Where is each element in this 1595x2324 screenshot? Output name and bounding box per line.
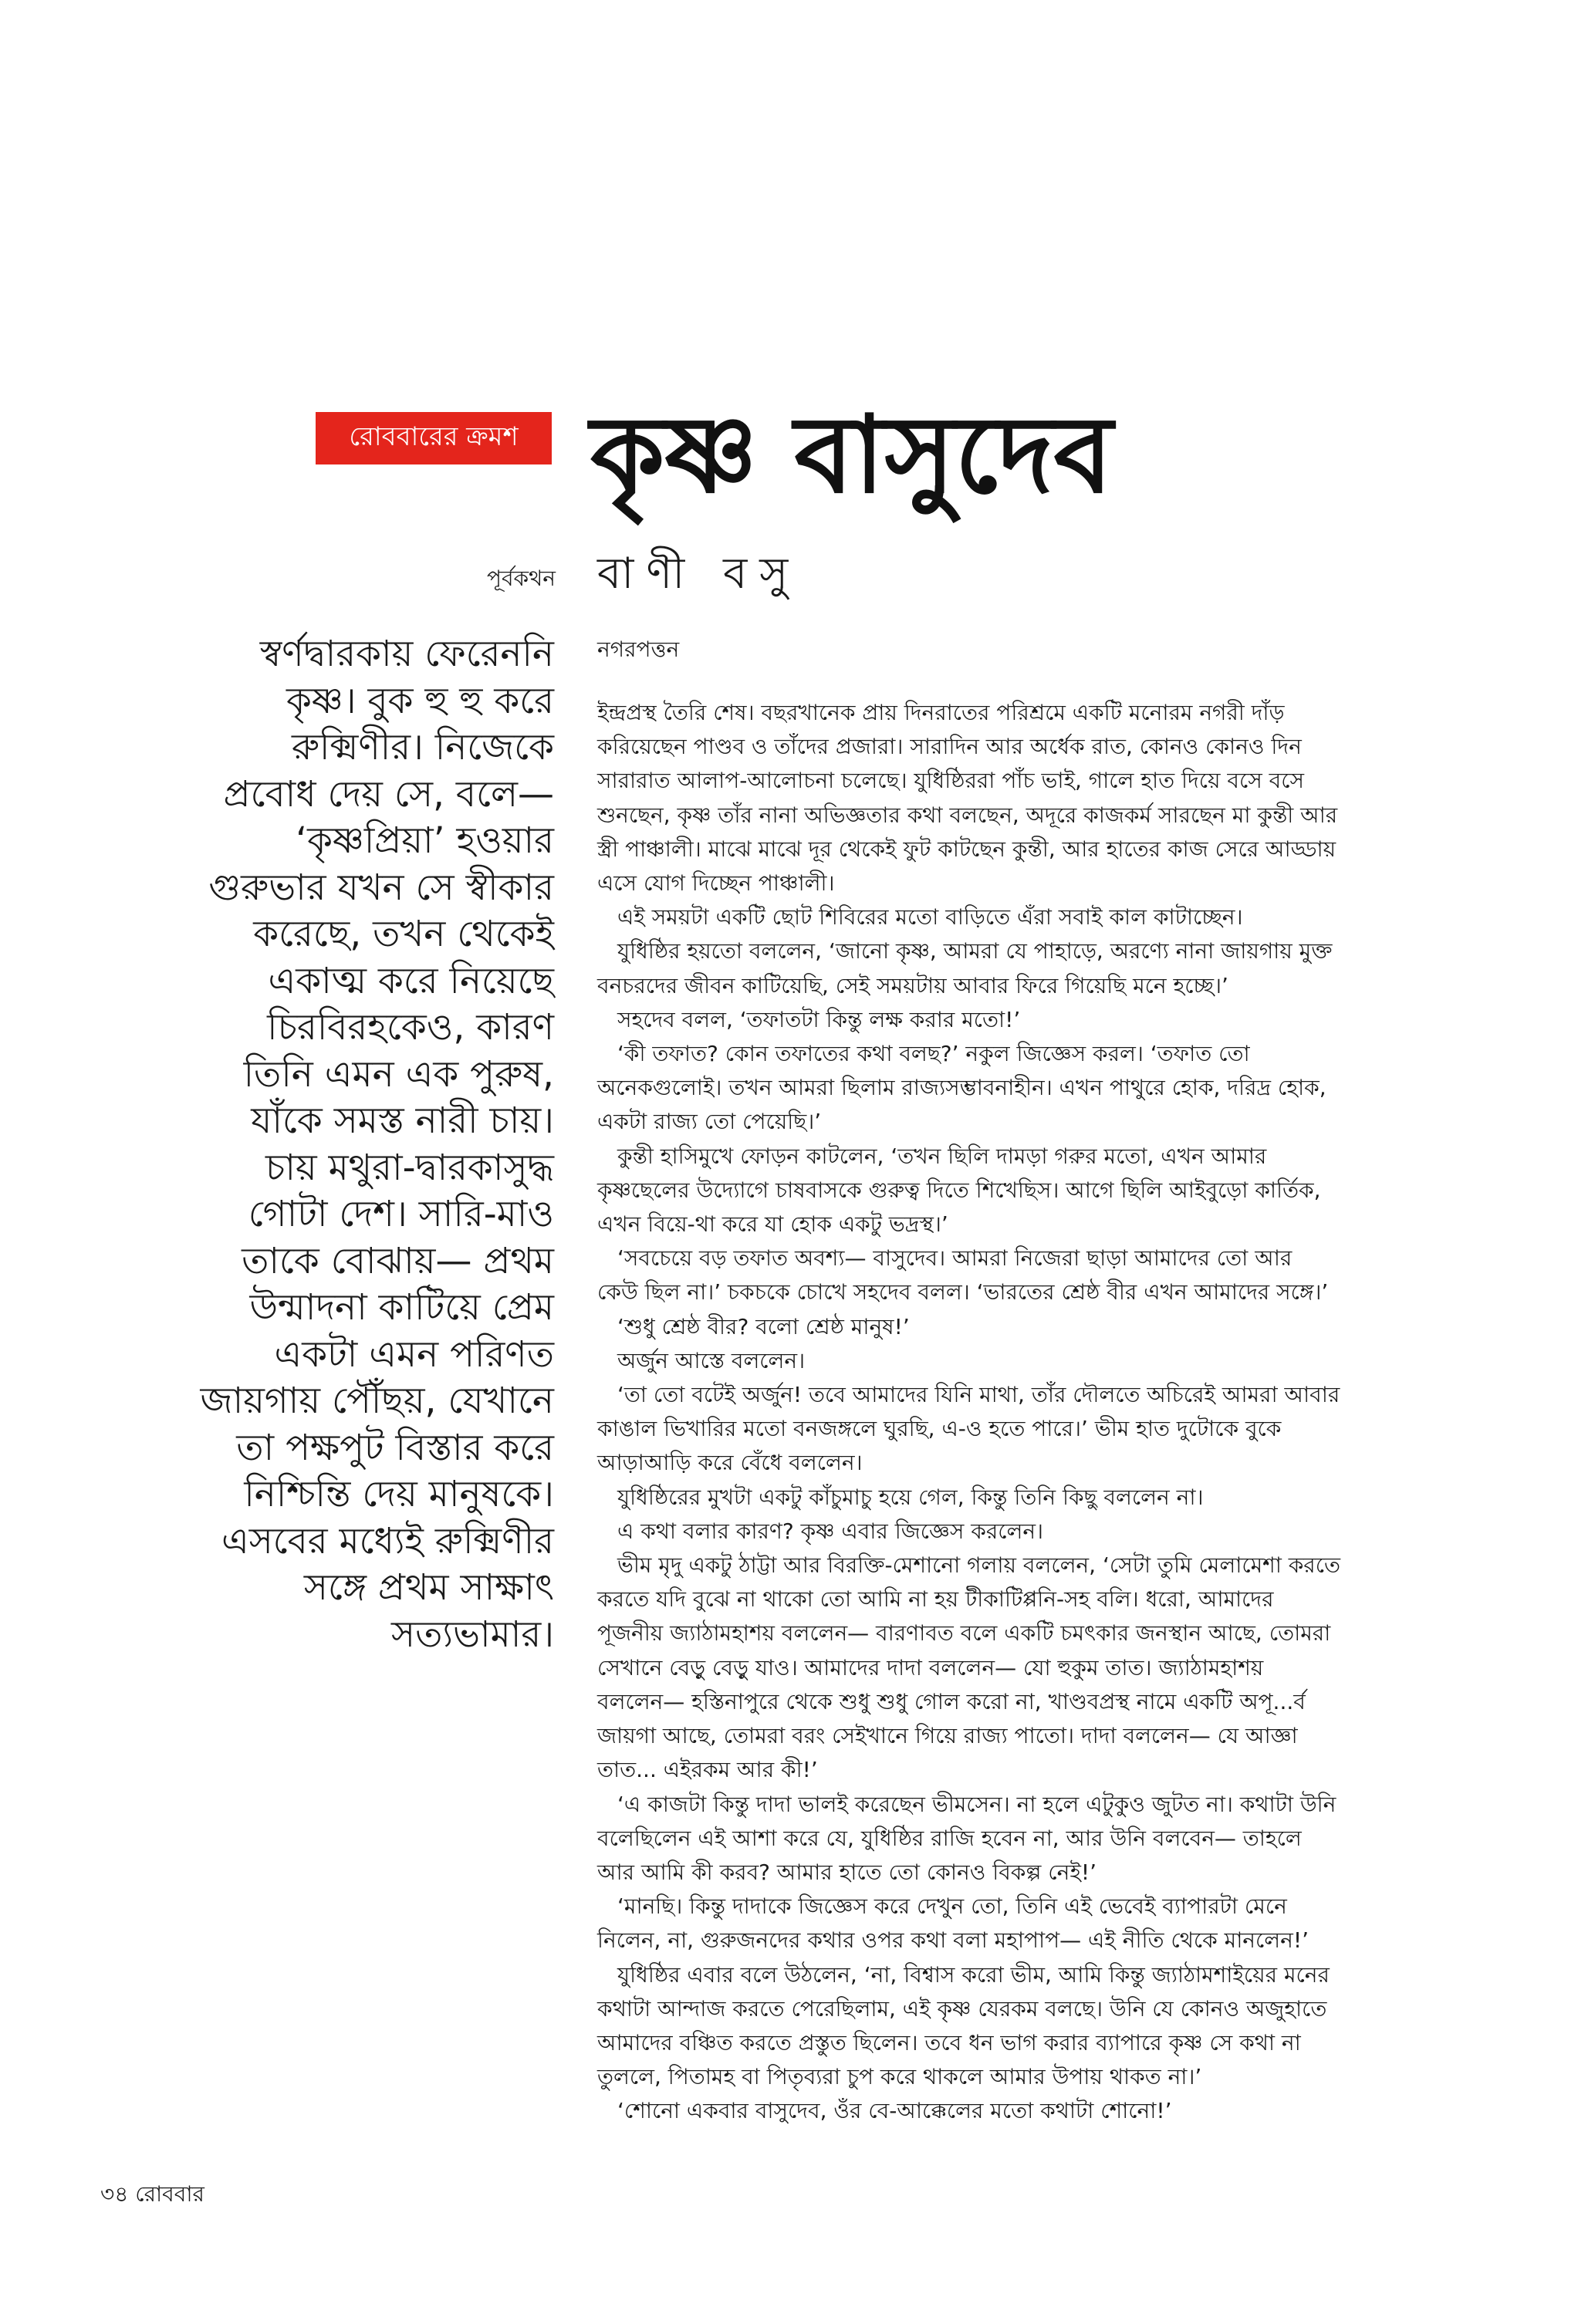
body-line: যুধিষ্ঠির হয়তো বললেন, ‘জানো কৃষ্ণ, আমরা যে পাহাড়ে, অরণ্যে নানা জায়গায় মুক্ত: [617, 938, 1333, 964]
body-line: কেউ ছিল না।’ চকচকে চোখে সহদেব বলল। ‘ভারতের শ্রেষ্ঠ বীর এখন আমাদের সঙ্গে।’: [597, 1279, 1329, 1306]
body-line: করিয়েছেন পাণ্ডব ও তাঁদের প্রজারা। সারাদিন আর অর্ধেক রাত, কোনও কোনও দিন: [597, 734, 1302, 760]
body-line: শুনছেন, কৃষ্ণ তাঁর নানা অভিজ্ঞতার কথা বলছেন, অদূরে কাজকর্ম সারছেন মা কুন্তী আর: [597, 802, 1338, 828]
body-line: একটা রাজ্য তো পেয়েছি।’: [597, 1109, 822, 1135]
pull-quote-line: তাকে বোঝায়— প্রথম: [242, 1239, 554, 1282]
page-title: কৃষ্ণ বাসুদেব: [590, 393, 1113, 517]
pull-quote-line: প্রবোধ দেয় সে, বলে—: [223, 772, 554, 816]
body-line: ‘এ কাজটা কিন্তু দাদা ভালই করেছেন ভীমসেন। না হলে এটুকুও জুটত না। কথাটা উনি: [617, 1791, 1336, 1817]
pull-quote-line: ‘কৃষ্ণপ্রিয়া’ হওয়ার: [296, 819, 554, 862]
pull-quote-line: এসবের মধ্যেই রুক্মিণীর: [221, 1519, 554, 1562]
series-tag: রোববারের ক্রমশ: [316, 412, 552, 464]
body-line: যুধিষ্ঠির এবার বলে উঠলেন, ‘না, বিশ্বাস করো ভীম, আমি কিন্তু জ্যাঠামশাইয়ের মনের: [617, 1961, 1330, 1988]
pull-quote-line: উন্মাদনা কাটিয়ে প্রেম: [249, 1286, 554, 1329]
author-byline: বাণী বসু: [597, 549, 801, 599]
body-line: কুন্তী হাসিমুখে ফোড়ন কাটলেন, ‘তখন ছিলি দামড়া গরুর মতো, এখন আমার: [617, 1143, 1267, 1169]
pull-quote-line: করেছে, তখন থেকেই: [253, 913, 554, 955]
pull-quote-line: জায়গায় পৌঁছয়, যেখানে: [200, 1380, 554, 1422]
body-line: ‘সবচেয়ে বড় তফাত অবশ্য— বাসুদেব। আমরা নিজেরা ছাড়া আমাদের তো আর: [617, 1245, 1293, 1272]
pull-quote-line: একটা এমন পরিণত: [274, 1333, 554, 1376]
pull-quote-line: তা পক্ষপুট বিস্তার করে: [236, 1426, 554, 1469]
pull-quote-line: গোটা দেশ। সারি-মাও: [248, 1193, 554, 1235]
body-line: এ কথা বলার কারণ? কৃষ্ণ এবার জিজ্ঞেস করলেন।: [617, 1518, 1044, 1544]
body-line: স্ত্রী পাঞ্চালী। মাঝে মাঝে দূর থেকেই ফুট কাটছেন কুন্তী, আর হাতের কাজ সেরে আড্ডায়: [597, 836, 1336, 862]
body-line: কৃষ্ণছেলের উদ্যোগে চাষবাসকে গুরুত্ব দিতে শিখেছিস। আগে ছিলি আইবুড়ো কার্তিক,: [597, 1177, 1321, 1203]
body-line: ‘তা তো বটেই অর্জুন! তবে আমাদের যিনি মাথা, তাঁর দৌলতে অচিরেই আমরা আবার: [617, 1382, 1340, 1408]
pull-quote: [131, 631, 554, 1658]
body-line: কথাটা আন্দাজ করতে পেরেছিলাম, এই কৃষ্ণ যেরকম বলছে। উনি যে কোনও অজুহাতে: [597, 1995, 1327, 2022]
body-line: কাঙাল ভিখারির মতো বনজঙ্গলে ঘুরছি, এ-ও হতে পারে।’ ভীম হাত দুটোকে বুকে: [597, 1416, 1282, 1442]
body-line: সহদেব বলল, ‘তফাতটা কিন্তু লক্ষ করার মতো!’: [617, 1006, 1021, 1032]
body-line: ইন্দ্রপ্রস্থ তৈরি শেষ। বছরখানেক প্রায় দিনরাতের পরিশ্রমে একটি মনোরম নগরী দাঁড়: [597, 700, 1285, 725]
body-line: পূজনীয় জ্যাঠামহাশয় বললেন— বারণাবত বলে একটি চমৎকার জনস্থান আছে, তোমরা: [597, 1620, 1331, 1647]
body-line: ভীম মৃদু একটু ঠাট্টা আর বিরক্তি-মেশানো গলায় বললেন, ‘সেটা তুমি মেলামেশা করতে: [617, 1552, 1340, 1579]
body-line: এখন বিয়ে-থা করে যা হোক একটু ভদ্রস্থ।’: [597, 1211, 948, 1238]
pull-quote-line: সত্যভামার।: [391, 1613, 554, 1656]
body-line: ‘শুধু শ্রেষ্ঠ বীর? বলো শ্রেষ্ঠ মানুষ!’: [617, 1313, 910, 1339]
body-line: ‘কী তফাত? কোন তফাতের কথা বলছ?’ নকুল জিজ্ঞেস করল। ‘তফাত তো: [617, 1041, 1250, 1067]
pull-quote-line: একাত্ম করে নিয়েছে: [268, 959, 554, 1002]
body-line: এসে যোগ দিচ্ছেন পাঞ্চালী।: [597, 870, 835, 897]
body-line: ‘মানছি। কিন্তু দাদাকে জিজ্ঞেস করে দেখুন তো, তিনি এই ভেবেই ব্যাপারটা মেনে: [617, 1893, 1287, 1920]
body-line: ‘শোনো একবার বাসুদেব, ওঁর বে-আক্কেলের মতো কথাটা শোনো!’: [617, 2098, 1172, 2124]
body-line: আর আমি কী করব? আমার হাতে তো কোনও বিকল্প নেই!’: [597, 1859, 1097, 1885]
body-text: [597, 696, 1435, 2129]
body-line: সেখানে বেড়ু বেড়ু যাও। আমাদের দাদা বললেন— যো হুকুম তাত। জ্যাঠামহাশয়: [597, 1654, 1264, 1681]
prelude-label: পূর্বকথন: [486, 566, 556, 591]
body-line: বনচরদের জীবন কাটিয়েছি, সেই সময়টায় আবার ফিরে গিয়েছি মনে হচ্ছে।’: [597, 972, 1228, 998]
body-line: সারারাত আলাপ-আলোচনা চলেছে। যুধিষ্ঠিররা পাঁচ ভাই, গালে হাত দিয়ে বসে বসে: [597, 768, 1304, 794]
body-line: বললেন— হস্তিনাপুরে থেকে শুধু শুধু গোল করো না, খাণ্ডবপ্রস্থ নামে একটি অপূ...র্ব: [597, 1688, 1306, 1714]
pull-quote-line: যাঁকে সমস্ত নারী চায়।: [251, 1100, 554, 1142]
body-line: অর্জুন আস্তে বললেন।: [617, 1347, 806, 1373]
body-line: করতে যদি বুঝে না থাকো তো আমি না হয় টীকাটিপ্পনি-সহ বলি। ধরো, আমাদের: [597, 1586, 1274, 1613]
pull-quote-line: নিশ্চিন্তি দেয় মানুষকে।: [244, 1473, 554, 1515]
body-line: আড়াআড়ি করে বেঁধে বললেন।: [597, 1450, 863, 1476]
page-folio: ৩৪ রোববার: [100, 2181, 204, 2207]
body-line: তাত... এইরকম আর কী!’: [597, 1757, 818, 1783]
pull-quote-line: চিরবিরহকেও, কারণ: [267, 1006, 554, 1049]
body-line: নিলেন, না, গুরুজনদের কথার ওপর কথা বলা মহাপাপ— এই নীতি থেকে মানলেন!’: [597, 1927, 1309, 1954]
body-line: এই সময়টা একটি ছোট শিবিরের মতো বাড়িতে এঁরা সবাই কাল কাটাচ্ছেন।: [617, 904, 1243, 931]
body-line: বলেছিলেন এই আশা করে যে, যুধিষ্ঠির রাজি হবেন না, আর উনি বলবেন— তাহলে: [597, 1825, 1302, 1851]
pull-quote-line: গুরুভার যখন সে স্বীকার: [208, 866, 554, 909]
body-line: আমাদের বঞ্চিত করতে প্রস্তুত ছিলেন। তবে ধন ভাগ করার ব্যাপারে কৃষ্ণ সে কথা না: [597, 2029, 1301, 2055]
body-line: তুললে, পিতামহ বা পিতৃব্যরা চুপ করে থাকলে আমার উপায় থাকত না।’: [597, 2064, 1202, 2090]
pull-quote-line: চায় মথুরা-দ্বারকাসুদ্ধ: [265, 1146, 554, 1189]
body-line: যুধিষ্ঠিরের মুখটা একটু কাঁচুমাচু হয়ে গেল, কিন্তু তিনি কিছু বললেন না।: [617, 1484, 1204, 1510]
pull-quote-line: তিনি এমন এক পুরুষ,: [243, 1052, 554, 1096]
body-line: অনেকগুলোই। তখন আমরা ছিলাম রাজ্যসম্ভাবনাহীন। এখন পাথুরে হোক, দরিদ্র হোক,: [597, 1075, 1326, 1101]
pull-quote-line: কৃষ্ণ। বুক হু হু করে: [286, 679, 554, 722]
pull-quote-line: স্বর্ণদ্বারকায় ফেরেননি: [259, 633, 554, 675]
section-heading: নগরপত্তন: [597, 637, 680, 662]
pull-quote-line: রুক্মিণীর। নিজেকে: [291, 726, 554, 768]
body-line: জায়গা আছে, তোমরা বরং সেইখানে গিয়ে রাজ্য পাতো। দাদা বললেন— যে আজ্ঞা: [597, 1723, 1298, 1749]
pull-quote-line: সঙ্গে প্রথম সাক্ষাৎ: [303, 1566, 554, 1609]
